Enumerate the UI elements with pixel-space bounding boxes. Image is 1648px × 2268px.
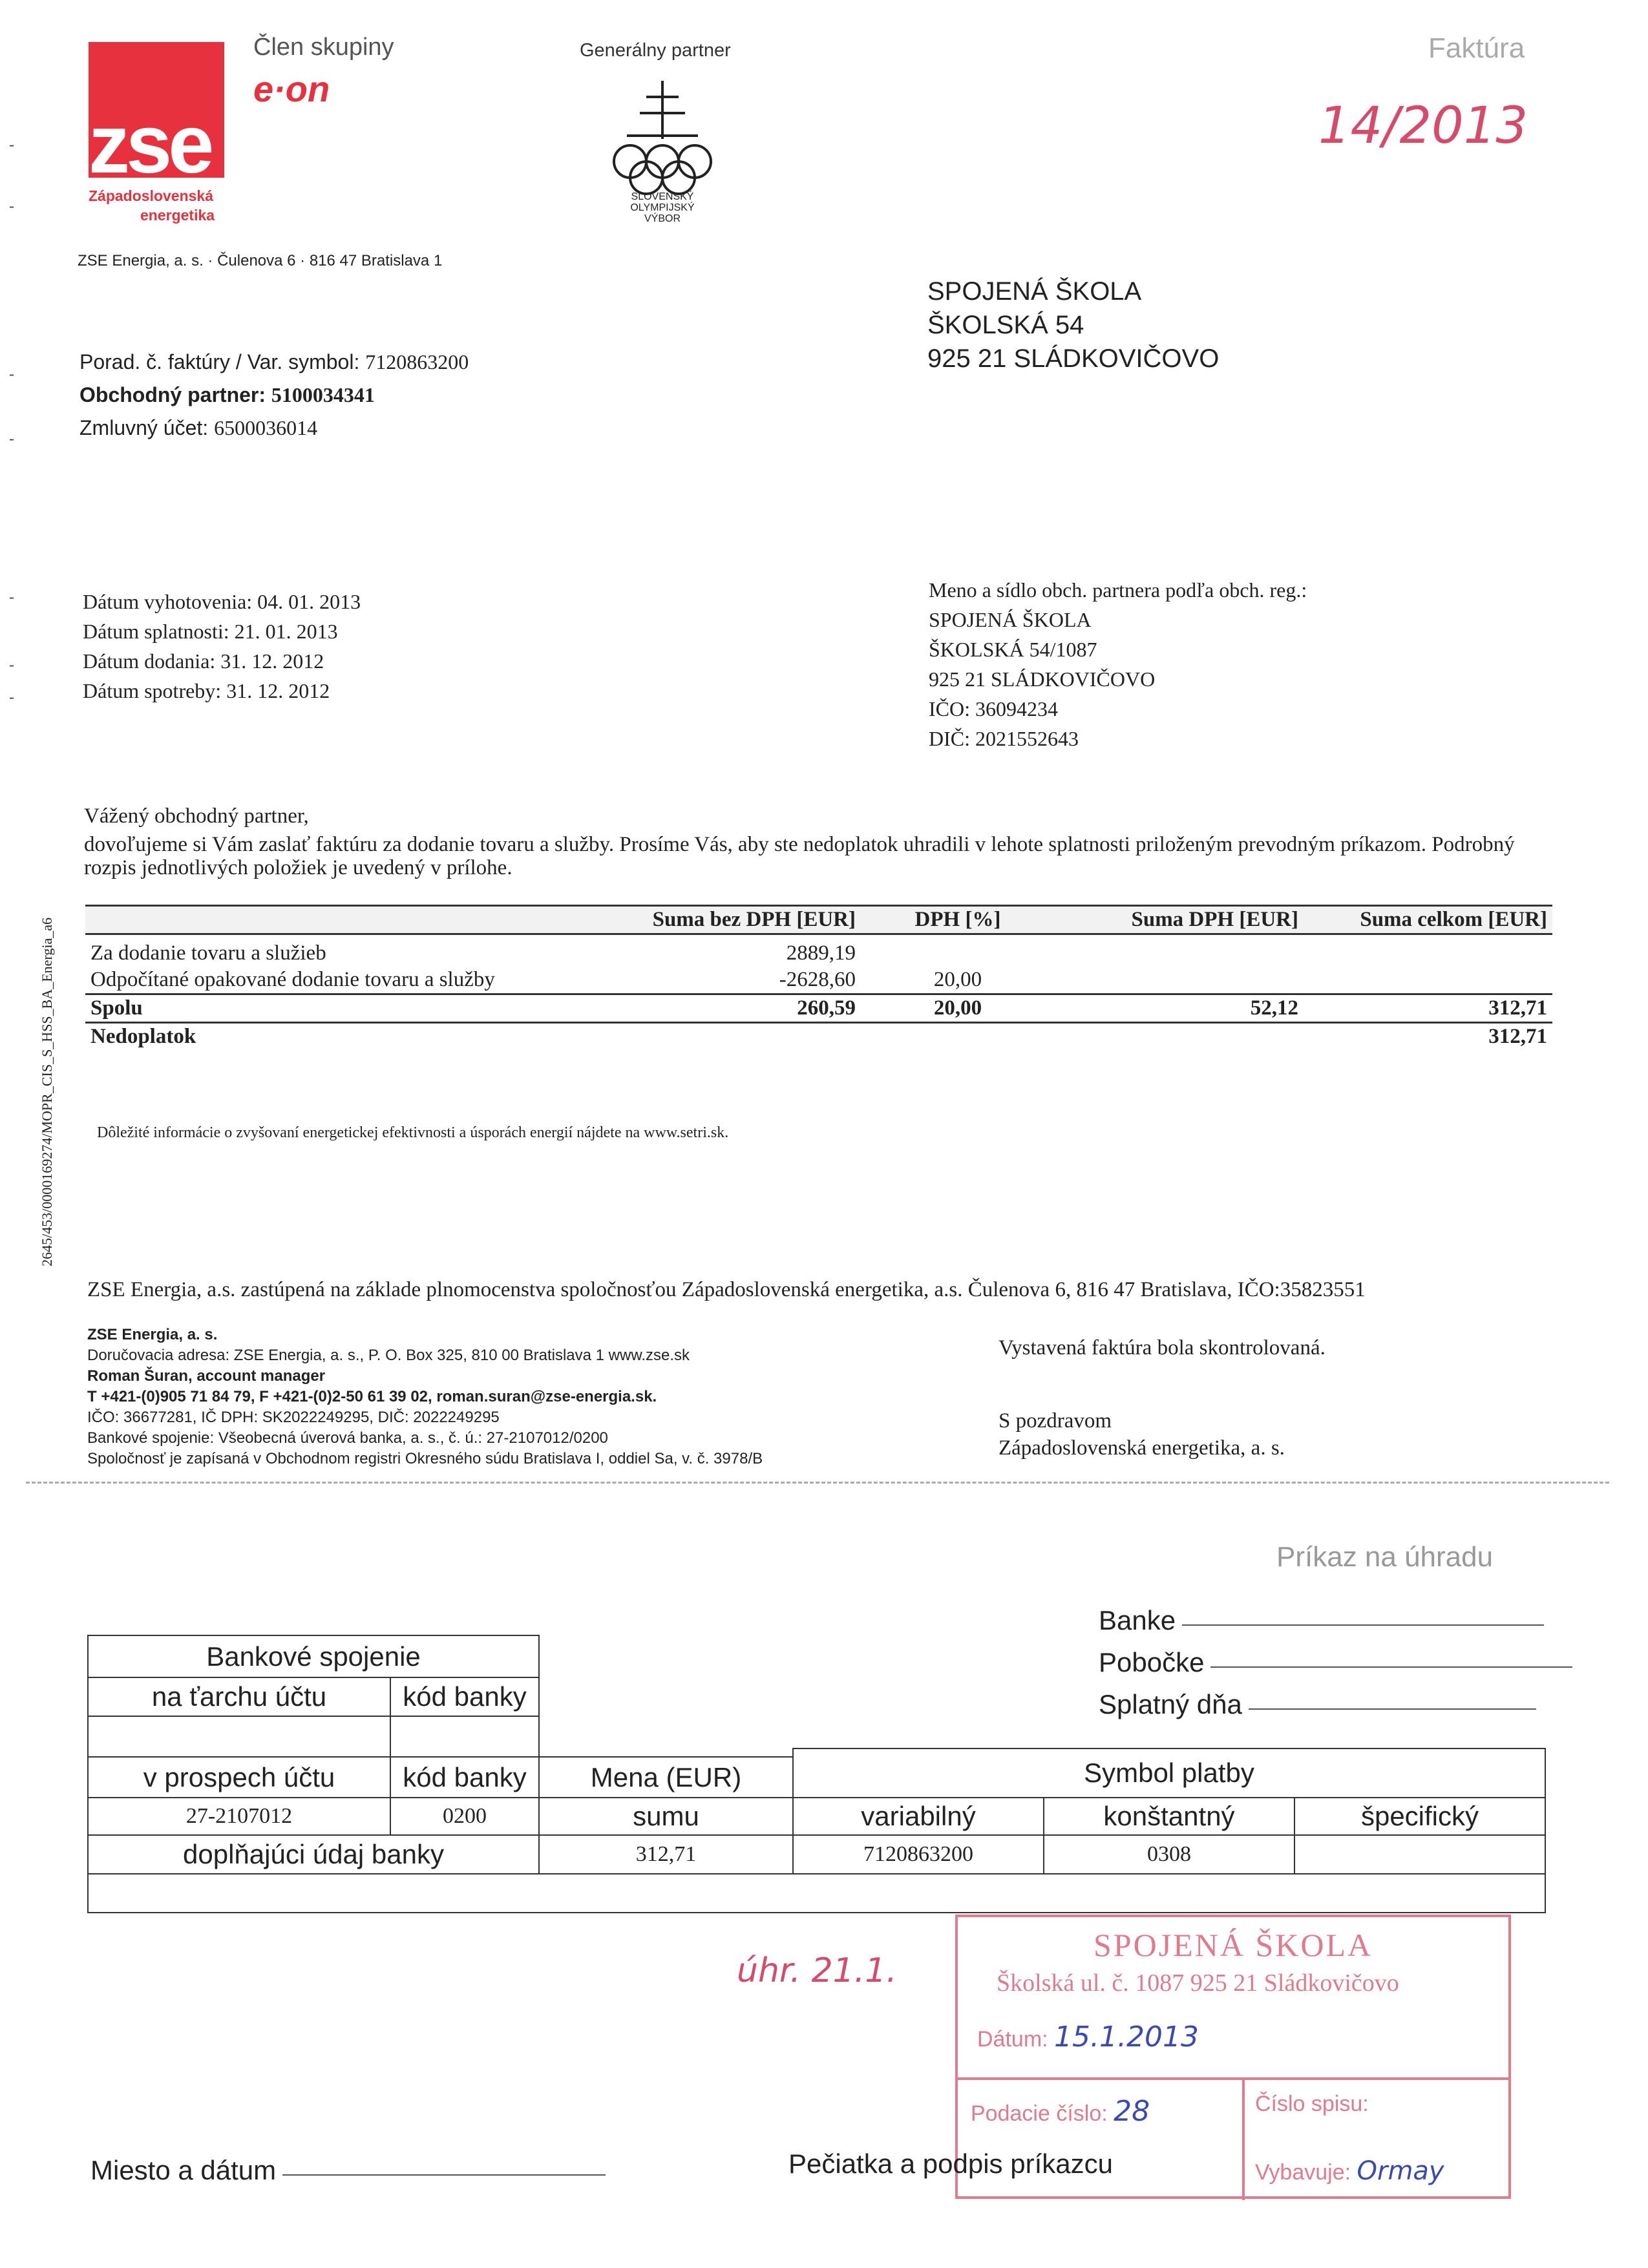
business-partner-label: Obchodný partner: [79,383,266,406]
margin-mark: - [9,688,15,706]
amount-value[interactable]: 312,71 [538,1834,794,1874]
contact-line: IČO: 36677281, IČ DPH: SK2022249295, DIČ: 2022249295 [87,1409,500,1426]
recipient-address [927,275,1219,375]
stamp-podaci-label: Podacie číslo: [971,2101,1108,2126]
controlled-statement: Vystavená faktúra bola skontrolovaná. [998,1336,1326,1360]
contact-block [87,1325,763,1469]
olympic-committee-text [607,191,717,224]
spolu-suma-dph: 52,12 [1250,996,1298,1020]
row-dph [861,934,1055,967]
greeting-body: dovoľujeme si Vám zaslať faktúru za dodanie tovaru a služby. Prosíme Vás, aby ste nedoplatok uhradili v lehote splatnosti priloženým prevodným príkazom. Podrobný rozpis jednotlivých položiek je uvedený v prílohe. [84,833,1515,879]
stamp-date-value: 15.1.2013 [1054,2021,1199,2053]
nedoplatok-label: Nedoplatok [90,1024,196,1048]
spolu-label: Spolu [90,996,143,1020]
salutation: Vážený obchodný partner, [84,804,309,828]
variable-label: variabilný [792,1797,1044,1836]
recipient-line: ŠKOLSKÁ 54 [927,311,1084,339]
regards-line: Západoslovenská energetika, a. s. [998,1436,1285,1460]
row-dph: 20,00 [933,967,982,991]
business-partner-value: 5100034341 [271,383,375,406]
constant-symbol-field[interactable]: 0308 [1043,1834,1295,1874]
header-suma-bez-dph: Suma bez DPH [EUR] [641,906,861,934]
table-row-nedoplatok [85,1022,1552,1050]
specific-symbol-field[interactable] [1294,1834,1546,1874]
bank-fields [1099,1599,1572,1725]
bank-label: Banke [1099,1605,1176,1635]
contract-account-label: Zmluvný účet: [79,416,209,439]
branch-line[interactable] [1210,1666,1572,1668]
date-due: Dátum splatnosti: 21. 01. 2013 [83,620,338,643]
header-dph: DPH [%] [861,906,1055,934]
greeting [84,804,1545,879]
margin-mark: - [9,365,15,383]
stamp-divider [1242,2077,1245,2200]
row-celkom [1304,967,1552,994]
table-row [85,967,1552,994]
bank-field-row [1099,1599,1572,1641]
additional-bank-data-label: doplňajúci údaj banky [87,1834,540,1874]
margin-mark: - [9,136,15,154]
bank-line[interactable] [1182,1624,1544,1626]
additional-info-row[interactable] [87,1873,1546,1913]
nedoplatok-empty [1055,1022,1304,1050]
nedoplatok-celkom: 312,71 [1488,1024,1547,1048]
row-bez-dph: -2628,60 [779,967,856,991]
regards-block [998,1407,1285,1462]
due-label: Splatný dňa [1099,1689,1242,1719]
partner-reg-line: DIČ: 2021552643 [929,727,1079,750]
margin-mark: - [9,430,15,448]
handwritten-payment-note: úhr. 21.1. [737,1951,897,1990]
credit-account-value[interactable]: 27-2107012 [87,1797,391,1836]
contact-line: Roman Šuran, account manager [87,1367,326,1385]
stamp-vybavuje-label: Vybavuje: [1255,2160,1351,2185]
margin-mark: - [9,656,15,674]
spolu-celkom: 312,71 [1488,996,1547,1020]
amount-label: sumu [538,1797,794,1836]
document-title: Faktúra [1428,32,1525,64]
representation-statement: ZSE Energia, a.s. zastúpená na základe plnomocenstva spoločnosťou Západoslovenská energetika, a.s. Čulenova 6, 816 47 Bratislava, IČO:35823551 [87,1278,1366,1301]
contact-line: ZSE Energia, a. s. [87,1326,218,1343]
invoice-identifiers [79,346,469,445]
zse-logo-text: zse [89,98,211,191]
logo-tag-line2: energetika [140,207,215,224]
nedoplatok-empty [861,1022,1055,1050]
partner-registry-info [929,575,1307,753]
credit-bank-code-value[interactable]: 0200 [390,1797,540,1836]
stamp-podaci-value: 28 [1114,2095,1150,2128]
sender-address: ZSE Energia, a. s. · Čulenova 6 · 816 47 Bratislava 1 [78,252,443,269]
spolu-dph: 20,00 [933,996,982,1020]
contact-line: Bankové spojenie: Všeobecná úverová banka, a. s., č. ú.: 27-2107012/0200 [87,1429,608,1447]
partner-reg-line: SPOJENÁ ŠKOLA [929,608,1092,631]
row-label: Za dodanie tovaru a služieb [90,941,326,965]
invoice-dates [83,587,361,706]
stamp-file-number-label: Číslo spisu: [1255,2092,1369,2116]
variable-symbol-field[interactable]: 7120863200 [792,1834,1044,1874]
debit-bank-code-value[interactable] [390,1716,540,1758]
variable-symbol-value: 7120863200 [365,350,469,373]
due-line[interactable] [1249,1708,1536,1710]
spolu-bez-dph: 260,59 [797,996,856,1020]
invoice-summary-table [85,905,1552,1050]
branch-label: Pobočke [1099,1647,1205,1677]
partner-reg-line: IČO: 36094234 [929,697,1058,720]
margin-mark: - [9,197,15,215]
row-bez-dph: 2889,19 [786,941,856,965]
stamp-podaci-row [971,2095,1150,2128]
row-celkom [1304,934,1552,967]
table-row-spolu [85,994,1552,1022]
date-delivery: Dátum dodania: 31. 12. 2012 [83,649,324,673]
contact-line: Spoločnosť je zapísaná v Obchodnom registri Okresného súdu Bratislava I, oddiel Sa, v. č. 3978/B [87,1450,763,1467]
stamp-signature-label: Pečiatka a podpis príkazcu [788,2148,1113,2179]
olymp-line3: VÝBOR [644,213,681,224]
header-empty [85,906,641,934]
recipient-line: 925 21 SLÁDKOVIČOVO [927,344,1220,373]
payment-symbol-header: Symbol platby [792,1748,1546,1798]
handwritten-invoice-number: 14/2013 [1318,97,1528,155]
variable-symbol-label: Porad. č. faktúry / Var. symbol: [79,350,360,373]
row-suma-dph [1055,967,1304,994]
credit-bank-code-label: kód banky [390,1756,540,1798]
group-member-label: Člen skupiny [253,34,394,61]
date-consumption: Dátum spotreby: 31. 12. 2012 [83,679,330,702]
debit-account-label: na ťarchu účtu [87,1677,391,1717]
header-suma-dph: Suma DPH [EUR] [1055,906,1304,934]
stamp-date-row [977,2021,1199,2053]
partner-reg-line: Meno a sídlo obch. partnera podľa obch. reg.: [929,578,1307,602]
credit-account-label: v prospech účtu [87,1756,391,1798]
place-date-label: Miesto a dátum [90,2155,277,2185]
table-header-row [85,906,1552,934]
stamp-address: Školská ul. č. 1087 925 21 Sládkovičovo [997,1969,1399,1997]
header-suma-celkom: Suma celkom [EUR] [1304,906,1552,934]
branch-field-row [1099,1641,1572,1683]
efficiency-note: Dôležité informácie o zvyšovaní energetickej efektivnosti a úsporách energií nájdete na www.setri.sk. [97,1124,729,1141]
contract-account-row [79,412,469,445]
bank-connection-header: Bankové spojenie [87,1635,540,1677]
general-partner-label: Generálny partner [580,40,731,61]
zse-logo [89,42,224,191]
eon-logo: e·on [253,68,330,109]
recipient-line: SPOJENÁ ŠKOLA [927,277,1142,306]
constant-label: konštantný [1043,1797,1295,1836]
payment-order-title: Príkaz na úhradu [1276,1541,1494,1573]
date-issued: Dátum vyhotovenia: 04. 01. 2013 [83,590,361,613]
stamp-vybavuje-value: Ormay [1357,2156,1444,2186]
bank-code-label: kód banky [390,1677,540,1717]
cut-line [26,1482,1609,1484]
row-suma-dph [1055,934,1304,967]
place-date-line[interactable] [282,2174,606,2176]
variable-symbol-row [79,346,469,379]
partner-reg-line: ŠKOLSKÁ 54/1087 [929,638,1097,661]
table-row [85,934,1552,967]
currency-label: Mena (EUR) [538,1756,794,1798]
due-field-row [1099,1683,1572,1725]
logo-tag-line1: Západoslovenská [89,187,214,204]
stamp-date-label: Dátum: [977,2027,1048,2052]
business-partner-row [79,379,469,412]
partner-reg-line: 925 21 SLÁDKOVIČOVO [929,667,1156,691]
margin-mark: - [9,588,15,606]
document-side-code: 2645/453/0000169274/MOPR_CIS_S_HSS_BA_Energia_a6 [39,918,55,1266]
place-date-field [90,2155,606,2186]
regards-line: S pozdravom [998,1409,1112,1433]
stamp-name: SPOJENÁ ŠKOLA [1093,1927,1373,1963]
stamp-vybavuje-row [1255,2156,1444,2186]
stamp-divider [958,2077,1508,2080]
nedoplatok-empty [641,1022,861,1050]
debit-account-value[interactable] [87,1716,391,1758]
contract-account-value: 6500036014 [214,416,318,439]
contact-line: Doručovacia adresa: ZSE Energia, a. s., P. O. Box 325, 810 00 Bratislava 1 www.zse.sk [87,1347,690,1364]
contact-line: T +421-(0)905 71 84 79, F +421-(0)2-50 61 39 02, roman.suran@zse-energia.sk. [87,1388,657,1405]
specific-label: špecifický [1294,1797,1546,1836]
olymp-line2: OLYMPIJSKÝ [630,202,695,213]
zse-logo-tagline [89,186,237,225]
row-label: Odpočítané opakované dodanie tovaru a služby [90,967,495,991]
olymp-line1: SLOVENSKÝ [631,191,694,202]
